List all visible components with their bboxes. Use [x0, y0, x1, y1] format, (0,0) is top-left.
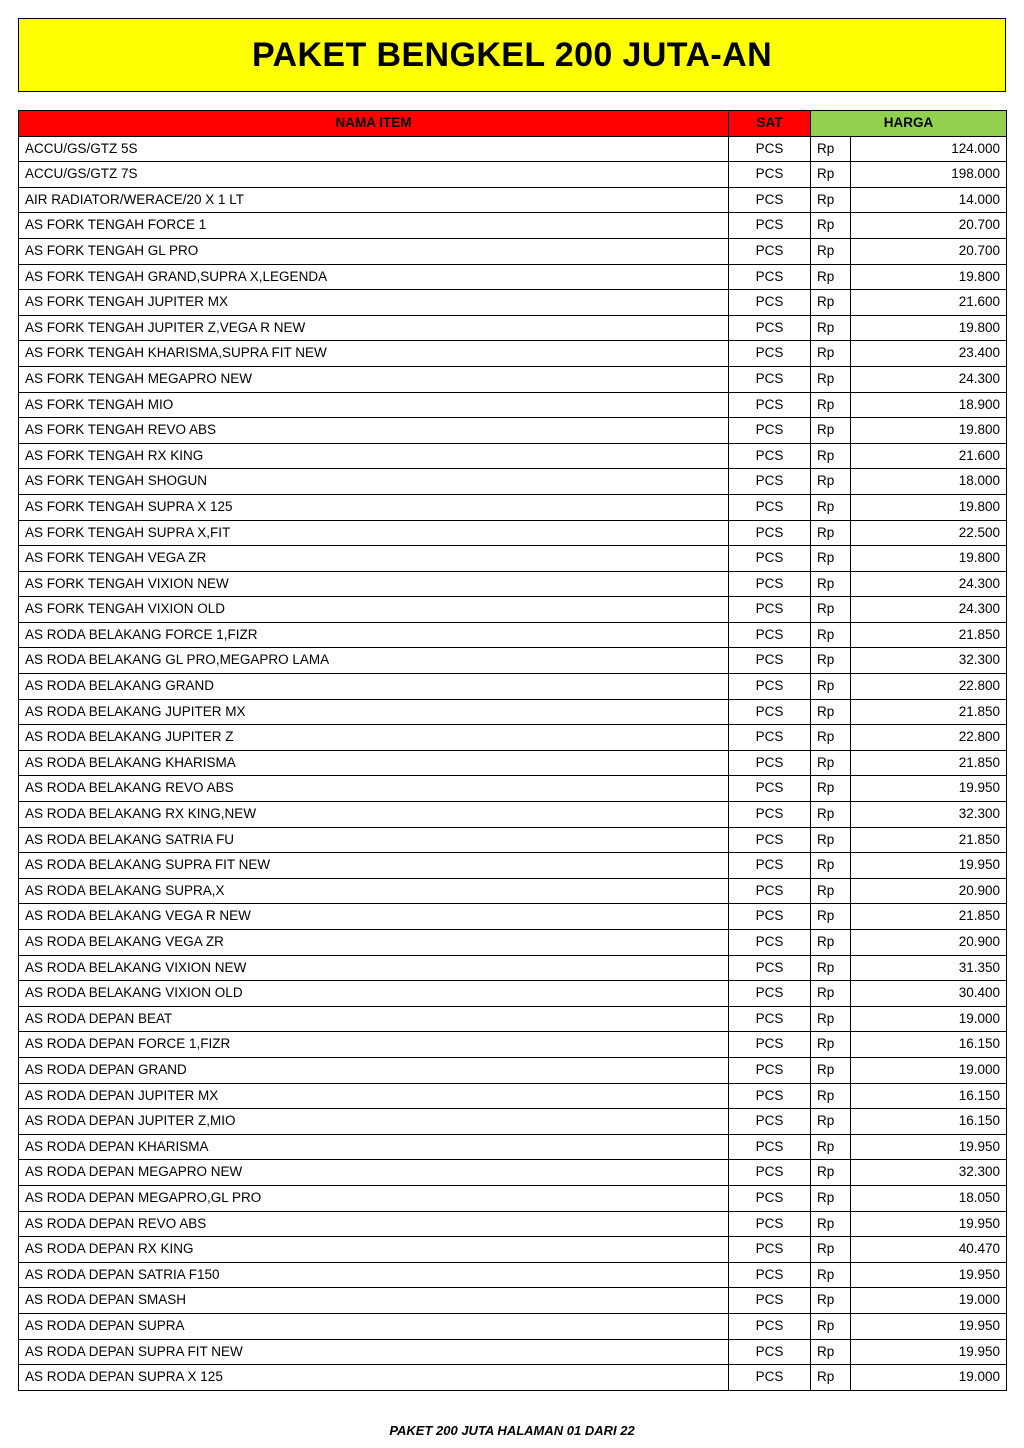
cell-item-name: AS FORK TENGAH VEGA ZR — [19, 546, 729, 572]
table-row — [19, 136, 1007, 162]
cell-currency: Rp — [811, 878, 851, 904]
cell-item-name: AS RODA DEPAN SUPRA X 125 — [19, 1365, 729, 1391]
cell-item-name: AS RODA DEPAN REVO ABS — [19, 1211, 729, 1237]
cell-currency: Rp — [811, 520, 851, 546]
cell-item-name: AS RODA BELAKANG VEGA R NEW — [19, 904, 729, 930]
cell-price: 20.700 — [851, 213, 1007, 239]
cell-item-name: AS RODA DEPAN GRAND — [19, 1057, 729, 1083]
table-row — [19, 213, 1007, 239]
cell-price: 19.950 — [851, 1211, 1007, 1237]
table-row — [19, 648, 1007, 674]
table-row — [19, 571, 1007, 597]
table-row — [19, 494, 1007, 520]
table-row — [19, 1339, 1007, 1365]
cell-unit: PCS — [729, 904, 811, 930]
cell-currency: Rp — [811, 1083, 851, 1109]
cell-unit: PCS — [729, 213, 811, 239]
cell-price: 24.300 — [851, 571, 1007, 597]
cell-price: 30.400 — [851, 981, 1007, 1007]
cell-item-name: AS RODA DEPAN SUPRA FIT NEW — [19, 1339, 729, 1365]
cell-unit: PCS — [729, 674, 811, 700]
cell-price: 40.470 — [851, 1237, 1007, 1263]
cell-price: 23.400 — [851, 341, 1007, 367]
cell-currency: Rp — [811, 546, 851, 572]
table-row — [19, 1365, 1007, 1391]
table-row — [19, 469, 1007, 495]
cell-item-name: AS RODA BELAKANG VIXION OLD — [19, 981, 729, 1007]
table-row — [19, 827, 1007, 853]
cell-currency: Rp — [811, 315, 851, 341]
cell-unit: PCS — [729, 366, 811, 392]
cell-item-name: ACCU/GS/GTZ 7S — [19, 162, 729, 188]
cell-currency: Rp — [811, 494, 851, 520]
cell-item-name: AS RODA BELAKANG GL PRO,MEGAPRO LAMA — [19, 648, 729, 674]
cell-item-name: AS RODA BELAKANG VEGA ZR — [19, 930, 729, 956]
cell-currency: Rp — [811, 341, 851, 367]
cell-item-name: AS RODA DEPAN RX KING — [19, 1237, 729, 1263]
table-row — [19, 418, 1007, 444]
table-row — [19, 1083, 1007, 1109]
table-row — [19, 392, 1007, 418]
cell-unit: PCS — [729, 597, 811, 623]
cell-currency: Rp — [811, 1313, 851, 1339]
page-footer: PAKET 200 JUTA HALAMAN 01 DARI 22 — [389, 1423, 635, 1438]
cell-unit: PCS — [729, 494, 811, 520]
cell-currency: Rp — [811, 469, 851, 495]
cell-unit: PCS — [729, 1057, 811, 1083]
page-title-banner — [18, 18, 1006, 92]
table-header-row — [19, 111, 1007, 137]
cell-item-name: AS RODA BELAKANG JUPITER Z — [19, 725, 729, 751]
cell-item-name: AS RODA DEPAN FORCE 1,FIZR — [19, 1032, 729, 1058]
cell-unit: PCS — [729, 392, 811, 418]
cell-price: 16.150 — [851, 1032, 1007, 1058]
cell-currency: Rp — [811, 136, 851, 162]
cell-unit: PCS — [729, 264, 811, 290]
cell-price: 24.300 — [851, 366, 1007, 392]
table-row — [19, 1211, 1007, 1237]
cell-currency: Rp — [811, 1134, 851, 1160]
cell-price: 14.000 — [851, 187, 1007, 213]
table-row — [19, 1057, 1007, 1083]
cell-price: 18.050 — [851, 1185, 1007, 1211]
cell-currency: Rp — [811, 443, 851, 469]
cell-price: 32.300 — [851, 1160, 1007, 1186]
cell-item-name: AS RODA DEPAN JUPITER Z,MIO — [19, 1109, 729, 1135]
cell-item-name: AS FORK TENGAH SUPRA X,FIT — [19, 520, 729, 546]
cell-unit: PCS — [729, 725, 811, 751]
table-row — [19, 853, 1007, 879]
cell-currency: Rp — [811, 1262, 851, 1288]
cell-item-name: AS RODA BELAKANG SATRIA FU — [19, 827, 729, 853]
cell-currency: Rp — [811, 1185, 851, 1211]
cell-price: 19.000 — [851, 1288, 1007, 1314]
table-row — [19, 1032, 1007, 1058]
cell-item-name: AS RODA DEPAN BEAT — [19, 1006, 729, 1032]
table-row — [19, 366, 1007, 392]
cell-item-name: AS RODA DEPAN JUPITER MX — [19, 1083, 729, 1109]
cell-item-name: AS FORK TENGAH VIXION OLD — [19, 597, 729, 623]
cell-price: 19.950 — [851, 853, 1007, 879]
table-row — [19, 264, 1007, 290]
cell-unit: PCS — [729, 1160, 811, 1186]
cell-item-name: AS RODA DEPAN MEGAPRO,GL PRO — [19, 1185, 729, 1211]
cell-unit: PCS — [729, 418, 811, 444]
cell-unit: PCS — [729, 750, 811, 776]
cell-item-name: AS RODA BELAKANG RX KING,NEW — [19, 802, 729, 828]
cell-price: 19.800 — [851, 264, 1007, 290]
table-row — [19, 1109, 1007, 1135]
table-row — [19, 930, 1007, 956]
cell-unit: PCS — [729, 136, 811, 162]
table-row — [19, 776, 1007, 802]
cell-item-name: AS RODA DEPAN SATRIA F150 — [19, 1262, 729, 1288]
table-row — [19, 904, 1007, 930]
cell-price: 18.900 — [851, 392, 1007, 418]
cell-item-name: AS RODA BELAKANG GRAND — [19, 674, 729, 700]
table-row — [19, 802, 1007, 828]
cell-item-name: AS FORK TENGAH VIXION NEW — [19, 571, 729, 597]
cell-price: 19.000 — [851, 1006, 1007, 1032]
table-body — [19, 136, 1007, 1390]
cell-item-name: AS RODA BELAKANG REVO ABS — [19, 776, 729, 802]
cell-item-name: AS RODA DEPAN SMASH — [19, 1288, 729, 1314]
cell-price: 19.800 — [851, 494, 1007, 520]
cell-price: 19.800 — [851, 546, 1007, 572]
cell-unit: PCS — [729, 1185, 811, 1211]
table-row — [19, 674, 1007, 700]
cell-item-name: AS RODA BELAKANG SUPRA,X — [19, 878, 729, 904]
cell-price: 32.300 — [851, 802, 1007, 828]
cell-unit: PCS — [729, 1109, 811, 1135]
cell-item-name: AS FORK TENGAH REVO ABS — [19, 418, 729, 444]
table-row — [19, 622, 1007, 648]
cell-unit: PCS — [729, 1313, 811, 1339]
cell-price: 21.850 — [851, 904, 1007, 930]
cell-unit: PCS — [729, 776, 811, 802]
cell-unit: PCS — [729, 520, 811, 546]
cell-item-name: AS RODA BELAKANG VIXION NEW — [19, 955, 729, 981]
cell-currency: Rp — [811, 1057, 851, 1083]
cell-item-name: AS RODA DEPAN KHARISMA — [19, 1134, 729, 1160]
cell-currency: Rp — [811, 930, 851, 956]
cell-unit: PCS — [729, 648, 811, 674]
cell-price: 20.900 — [851, 878, 1007, 904]
cell-unit: PCS — [729, 802, 811, 828]
column-header-harga: HARGA — [811, 111, 1007, 137]
table-row — [19, 546, 1007, 572]
cell-currency: Rp — [811, 750, 851, 776]
table-row — [19, 878, 1007, 904]
cell-price: 198.000 — [851, 162, 1007, 188]
table-row — [19, 341, 1007, 367]
cell-item-name: AS RODA BELAKANG KHARISMA — [19, 750, 729, 776]
table-row — [19, 1288, 1007, 1314]
cell-unit: PCS — [729, 827, 811, 853]
cell-currency: Rp — [811, 187, 851, 213]
column-header-sat: SAT — [729, 111, 811, 137]
table-row — [19, 443, 1007, 469]
cell-item-name: AS RODA BELAKANG SUPRA FIT NEW — [19, 853, 729, 879]
table-row — [19, 315, 1007, 341]
table-row — [19, 1262, 1007, 1288]
cell-item-name: AS RODA BELAKANG FORCE 1,FIZR — [19, 622, 729, 648]
cell-currency: Rp — [811, 264, 851, 290]
page-title: PAKET BENGKEL 200 JUTA-AN — [251, 35, 773, 74]
table-row — [19, 699, 1007, 725]
table-header — [19, 111, 1007, 137]
cell-unit: PCS — [729, 1211, 811, 1237]
cell-currency: Rp — [811, 162, 851, 188]
cell-price: 22.500 — [851, 520, 1007, 546]
cell-currency: Rp — [811, 418, 851, 444]
cell-currency: Rp — [811, 904, 851, 930]
cell-currency: Rp — [811, 802, 851, 828]
cell-currency: Rp — [811, 853, 851, 879]
cell-unit: PCS — [729, 290, 811, 316]
cell-price: 18.000 — [851, 469, 1007, 495]
cell-currency: Rp — [811, 366, 851, 392]
cell-unit: PCS — [729, 955, 811, 981]
cell-item-name: AS FORK TENGAH SUPRA X 125 — [19, 494, 729, 520]
cell-item-name: AS FORK TENGAH MEGAPRO NEW — [19, 366, 729, 392]
cell-currency: Rp — [811, 392, 851, 418]
cell-unit: PCS — [729, 187, 811, 213]
cell-currency: Rp — [811, 1237, 851, 1263]
cell-item-name: AS FORK TENGAH GL PRO — [19, 238, 729, 264]
cell-currency: Rp — [811, 1365, 851, 1391]
table-row — [19, 981, 1007, 1007]
cell-unit: PCS — [729, 1365, 811, 1391]
cell-price: 21.850 — [851, 622, 1007, 648]
cell-currency: Rp — [811, 1160, 851, 1186]
cell-price: 19.800 — [851, 418, 1007, 444]
cell-price: 16.150 — [851, 1109, 1007, 1135]
cell-currency: Rp — [811, 1006, 851, 1032]
cell-unit: PCS — [729, 878, 811, 904]
cell-unit: PCS — [729, 1237, 811, 1263]
cell-currency: Rp — [811, 571, 851, 597]
table-row — [19, 520, 1007, 546]
table-row — [19, 955, 1007, 981]
cell-currency: Rp — [811, 648, 851, 674]
table-row — [19, 1006, 1007, 1032]
cell-unit: PCS — [729, 443, 811, 469]
cell-price: 19.950 — [851, 776, 1007, 802]
cell-item-name: AS FORK TENGAH JUPITER Z,VEGA R NEW — [19, 315, 729, 341]
cell-currency: Rp — [811, 776, 851, 802]
cell-price: 32.300 — [851, 648, 1007, 674]
table-row — [19, 725, 1007, 751]
cell-unit: PCS — [729, 238, 811, 264]
cell-unit: PCS — [729, 1288, 811, 1314]
cell-currency: Rp — [811, 622, 851, 648]
cell-price: 21.850 — [851, 699, 1007, 725]
cell-price: 19.950 — [851, 1134, 1007, 1160]
cell-price: 19.950 — [851, 1262, 1007, 1288]
cell-price: 19.950 — [851, 1313, 1007, 1339]
table-row — [19, 162, 1007, 188]
cell-item-name: AS FORK TENGAH SHOGUN — [19, 469, 729, 495]
cell-item-name: AS FORK TENGAH FORCE 1 — [19, 213, 729, 239]
cell-item-name: AIR RADIATOR/WERACE/20 X 1 LT — [19, 187, 729, 213]
cell-currency: Rp — [811, 827, 851, 853]
cell-currency: Rp — [811, 725, 851, 751]
cell-price: 19.000 — [851, 1365, 1007, 1391]
cell-item-name: AS RODA DEPAN SUPRA — [19, 1313, 729, 1339]
table-row — [19, 238, 1007, 264]
cell-price: 21.850 — [851, 750, 1007, 776]
cell-unit: PCS — [729, 1339, 811, 1365]
cell-unit: PCS — [729, 622, 811, 648]
cell-currency: Rp — [811, 597, 851, 623]
table-row — [19, 1313, 1007, 1339]
cell-unit: PCS — [729, 930, 811, 956]
cell-currency: Rp — [811, 1109, 851, 1135]
cell-currency: Rp — [811, 290, 851, 316]
cell-unit: PCS — [729, 699, 811, 725]
cell-currency: Rp — [811, 674, 851, 700]
cell-price: 21.600 — [851, 443, 1007, 469]
cell-currency: Rp — [811, 955, 851, 981]
table-row — [19, 1237, 1007, 1263]
column-header-nama-item: NAMA ITEM — [19, 111, 729, 137]
cell-item-name: AS FORK TENGAH KHARISMA,SUPRA FIT NEW — [19, 341, 729, 367]
cell-price: 22.800 — [851, 674, 1007, 700]
cell-unit: PCS — [729, 315, 811, 341]
cell-currency: Rp — [811, 1339, 851, 1365]
cell-item-name: AS RODA BELAKANG JUPITER MX — [19, 699, 729, 725]
cell-currency: Rp — [811, 1032, 851, 1058]
cell-price: 124.000 — [851, 136, 1007, 162]
cell-price: 22.800 — [851, 725, 1007, 751]
cell-price: 19.800 — [851, 315, 1007, 341]
cell-item-name: AS FORK TENGAH JUPITER MX — [19, 290, 729, 316]
cell-price: 16.150 — [851, 1083, 1007, 1109]
cell-item-name: AS FORK TENGAH RX KING — [19, 443, 729, 469]
cell-item-name: ACCU/GS/GTZ 5S — [19, 136, 729, 162]
cell-unit: PCS — [729, 981, 811, 1007]
table-row — [19, 750, 1007, 776]
cell-unit: PCS — [729, 162, 811, 188]
cell-price: 19.000 — [851, 1057, 1007, 1083]
table-row — [19, 1160, 1007, 1186]
cell-unit: PCS — [729, 546, 811, 572]
table-row — [19, 187, 1007, 213]
cell-item-name: AS FORK TENGAH MIO — [19, 392, 729, 418]
cell-currency: Rp — [811, 699, 851, 725]
cell-unit: PCS — [729, 469, 811, 495]
cell-unit: PCS — [729, 1134, 811, 1160]
cell-price: 31.350 — [851, 955, 1007, 981]
cell-price: 24.300 — [851, 597, 1007, 623]
cell-unit: PCS — [729, 1262, 811, 1288]
cell-item-name: AS RODA DEPAN MEGAPRO NEW — [19, 1160, 729, 1186]
table-row — [19, 1185, 1007, 1211]
cell-unit: PCS — [729, 853, 811, 879]
cell-price: 20.900 — [851, 930, 1007, 956]
cell-currency: Rp — [811, 981, 851, 1007]
cell-unit: PCS — [729, 1032, 811, 1058]
cell-currency: Rp — [811, 1211, 851, 1237]
cell-price: 21.850 — [851, 827, 1007, 853]
cell-price: 20.700 — [851, 238, 1007, 264]
cell-currency: Rp — [811, 213, 851, 239]
cell-unit: PCS — [729, 1006, 811, 1032]
cell-price: 21.600 — [851, 290, 1007, 316]
cell-unit: PCS — [729, 1083, 811, 1109]
cell-unit: PCS — [729, 341, 811, 367]
cell-price: 19.950 — [851, 1339, 1007, 1365]
price-table — [18, 110, 1007, 1391]
cell-currency: Rp — [811, 1288, 851, 1314]
table-row — [19, 1134, 1007, 1160]
table-row — [19, 290, 1007, 316]
cell-unit: PCS — [729, 571, 811, 597]
cell-currency: Rp — [811, 238, 851, 264]
table-row — [19, 597, 1007, 623]
cell-item-name: AS FORK TENGAH GRAND,SUPRA X,LEGENDA — [19, 264, 729, 290]
